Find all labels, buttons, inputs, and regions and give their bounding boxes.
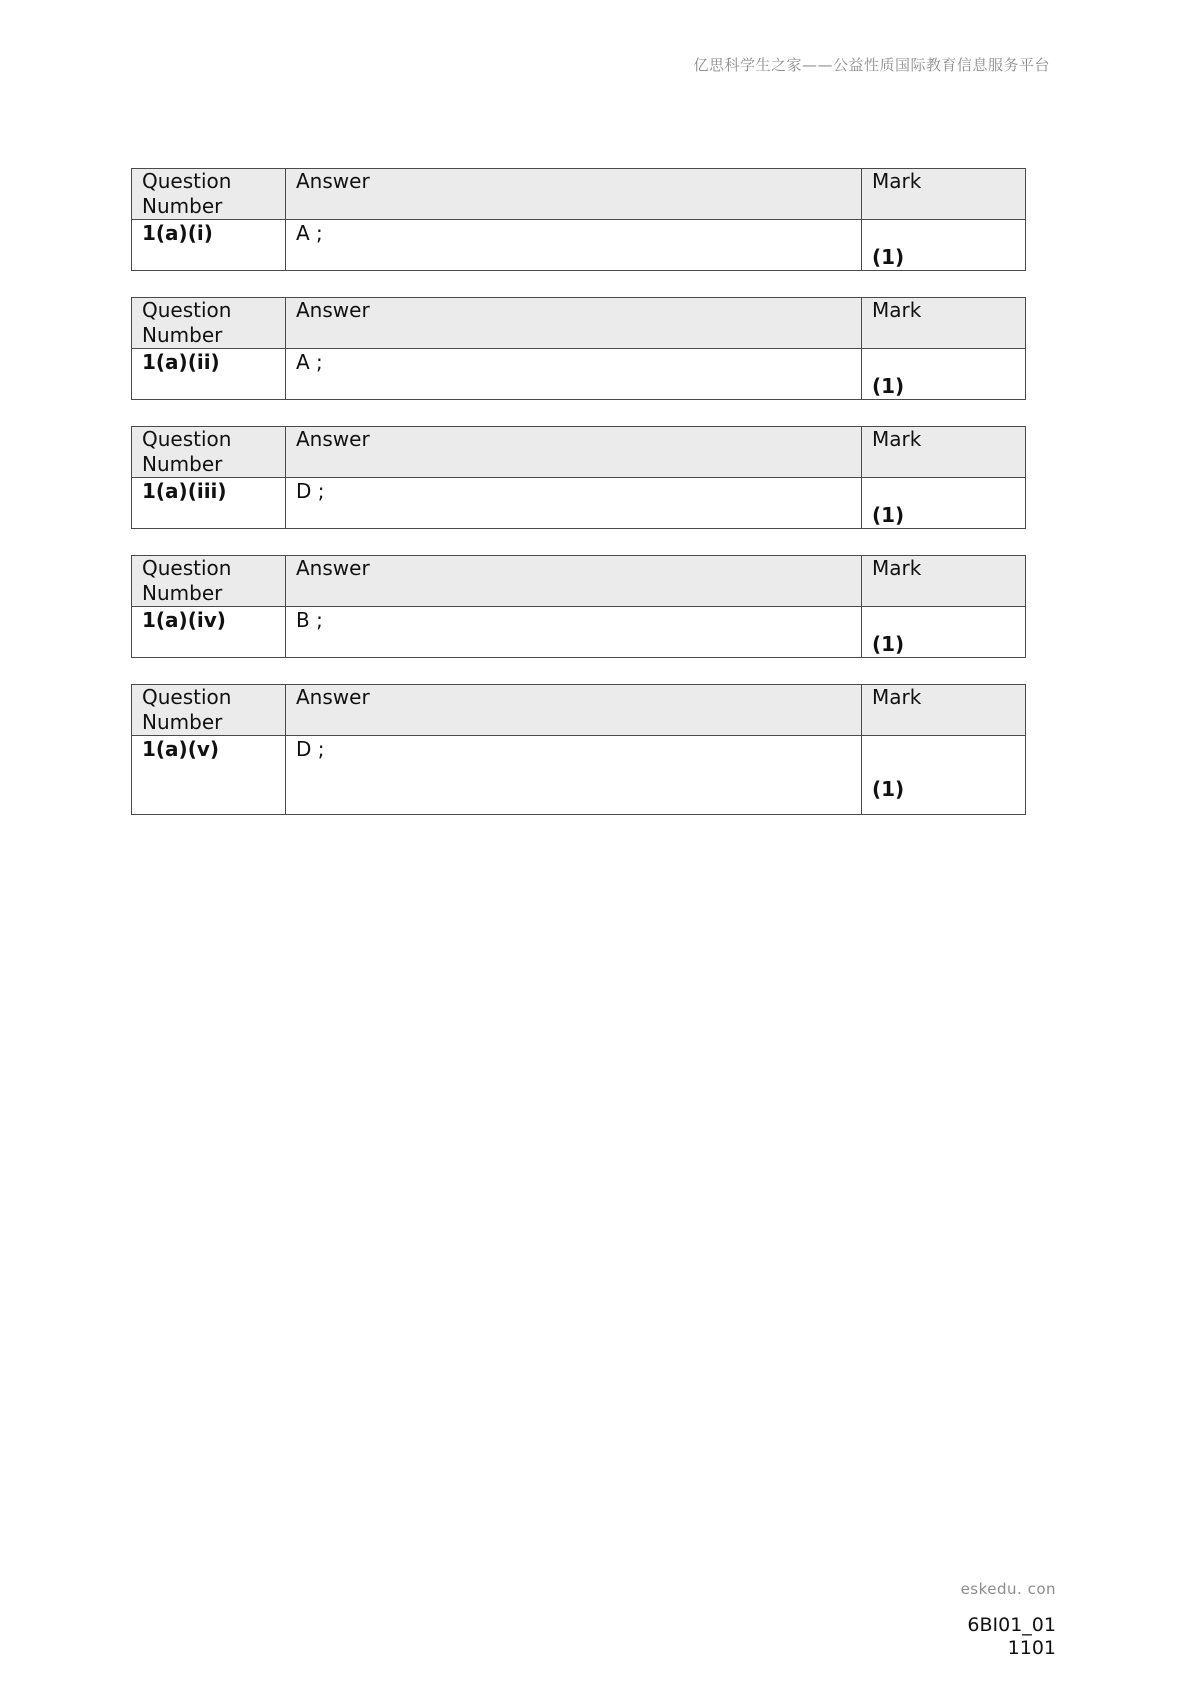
mark-header: Mark: [862, 556, 1026, 607]
mark-header: Mark: [862, 427, 1026, 478]
header-watermark: 亿思科学生之家——公益性质国际教育信息服务平台: [693, 56, 1050, 74]
mark-scheme-tables: [131, 168, 1025, 841]
table-header-row: [132, 556, 1026, 607]
answer-cell: A ;: [286, 220, 862, 271]
answer-header: Answer: [286, 556, 862, 607]
table-row: [132, 349, 1026, 400]
table-header-row: [132, 427, 1026, 478]
table-row: [132, 736, 1026, 815]
answer-header: Answer: [286, 169, 862, 220]
question-table: [131, 426, 1026, 529]
table-header-row: [132, 685, 1026, 736]
table-header-row: [132, 298, 1026, 349]
question-number: 1(a)(i): [132, 220, 286, 271]
question-table: [131, 684, 1026, 815]
footer-paper-code: [967, 1614, 1056, 1660]
question-number-header: Question Number: [132, 169, 286, 220]
question-number-header: Question Number: [132, 427, 286, 478]
answer-header: Answer: [286, 685, 862, 736]
question-number-header: Question Number: [132, 556, 286, 607]
question-number-header: Question Number: [132, 685, 286, 736]
question-number: 1(a)(ii): [132, 349, 286, 400]
answer-cell: D ;: [286, 736, 862, 815]
question-number: 1(a)(iv): [132, 607, 286, 658]
question-number: 1(a)(iii): [132, 478, 286, 529]
question-table: [131, 555, 1026, 658]
mark-header: Mark: [862, 169, 1026, 220]
question-table: [131, 297, 1026, 400]
mark-cell: (1): [862, 736, 1026, 815]
answer-cell: D ;: [286, 478, 862, 529]
answer-header: Answer: [286, 427, 862, 478]
table-row: [132, 220, 1026, 271]
mark-cell: (1): [862, 220, 1026, 271]
answer-header: Answer: [286, 298, 862, 349]
answer-cell: A ;: [286, 349, 862, 400]
paper-code: 6BI01_01: [967, 1614, 1056, 1636]
footer-site-watermark: eskedu. con: [960, 1580, 1056, 1598]
table-row: [132, 607, 1026, 658]
mark-cell: (1): [862, 478, 1026, 529]
mark-cell: (1): [862, 349, 1026, 400]
question-number-header: Question Number: [132, 298, 286, 349]
session-code: 1101: [1007, 1637, 1056, 1659]
mark-header: Mark: [862, 298, 1026, 349]
question-table: [131, 168, 1026, 271]
table-header-row: [132, 169, 1026, 220]
question-number: 1(a)(v): [132, 736, 286, 815]
answer-cell: B ;: [286, 607, 862, 658]
mark-cell: (1): [862, 607, 1026, 658]
table-row: [132, 478, 1026, 529]
mark-header: Mark: [862, 685, 1026, 736]
